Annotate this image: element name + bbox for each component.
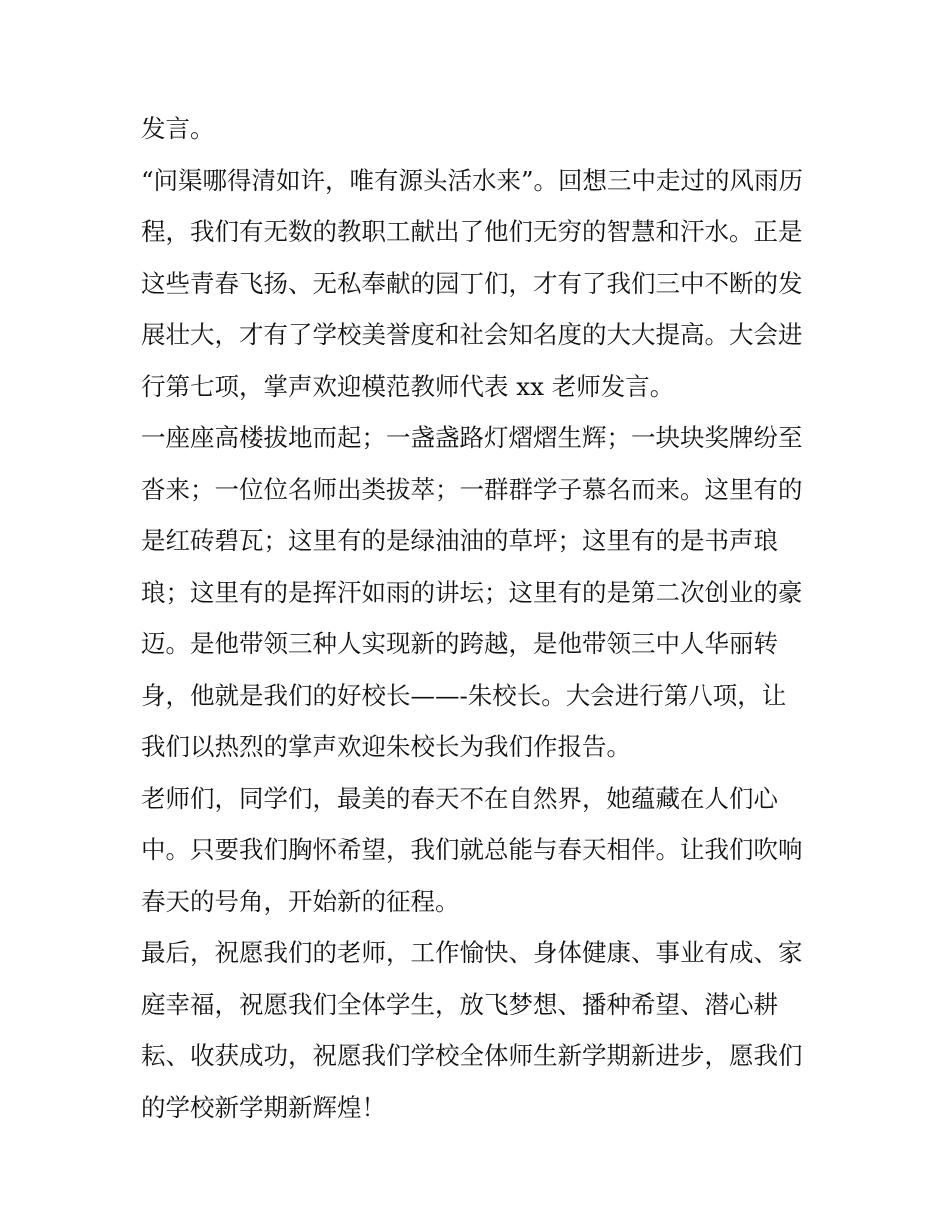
text-line: “问渠哪得清如许，唯有源头活水来”。回想三中走过的风雨历 bbox=[141, 166, 804, 195]
text-line: 耘、收获成功，祝愿我们学校全体师生新学期新进步，愿我们 bbox=[141, 1041, 803, 1070]
text-line: 老师们，同学们，最美的春天不在自然界，她蕴藏在人们心 bbox=[141, 784, 778, 813]
text-line: 我们以热烈的掌声欢迎朱校长为我们作报告。 bbox=[141, 732, 631, 761]
text-line: 程，我们有无数的教职工献出了他们无穷的智慧和汗水。正是 bbox=[141, 217, 803, 246]
text-line: 行第七项，掌声欢迎模范教师代表 xx 老师发言。 bbox=[141, 372, 675, 401]
text-line: 身，他就是我们的好校长——-朱校长。大会进行第八项，让 bbox=[141, 681, 787, 710]
text-line: 发言。 bbox=[141, 114, 215, 143]
text-line: 最后，祝愿我们的老师，工作愉快、身体健康、事业有成、家 bbox=[141, 938, 803, 967]
text-line: 迈。是他带领三种人实现新的跨越，是他带领三中人华丽转 bbox=[141, 629, 778, 658]
text-line: 琅；这里有的是挥汗如雨的讲坛；这里有的是第二次创业的豪 bbox=[141, 578, 803, 607]
text-line: 春天的号角，开始新的征程。 bbox=[141, 887, 460, 916]
text-line: 一座座高楼拔地而起；一盏盏路灯熠熠生辉；一块块奖牌纷至 bbox=[141, 423, 803, 452]
text-line: 中。只要我们胸怀希望，我们就总能与春天相伴。让我们吹响 bbox=[141, 835, 803, 864]
text-line: 展壮大，才有了学校美誉度和社会知名度的大大提高。大会进 bbox=[141, 320, 803, 349]
text-line: 是红砖碧瓦；这里有的是绿油油的草坪；这里有的是书声琅 bbox=[141, 526, 778, 555]
text-line: 沓来；一位位名师出类拔萃；一群群学子慕名而来。这里有的 bbox=[141, 475, 803, 504]
text-line: 这些青春飞扬、无私奉献的园丁们，才有了我们三中不断的发 bbox=[141, 269, 803, 298]
text-line: 的学校新学期新辉煌！ bbox=[141, 1093, 386, 1122]
text-line: 庭幸福，祝愿我们全体学生，放飞梦想、播种希望、潜心耕 bbox=[141, 990, 778, 1019]
